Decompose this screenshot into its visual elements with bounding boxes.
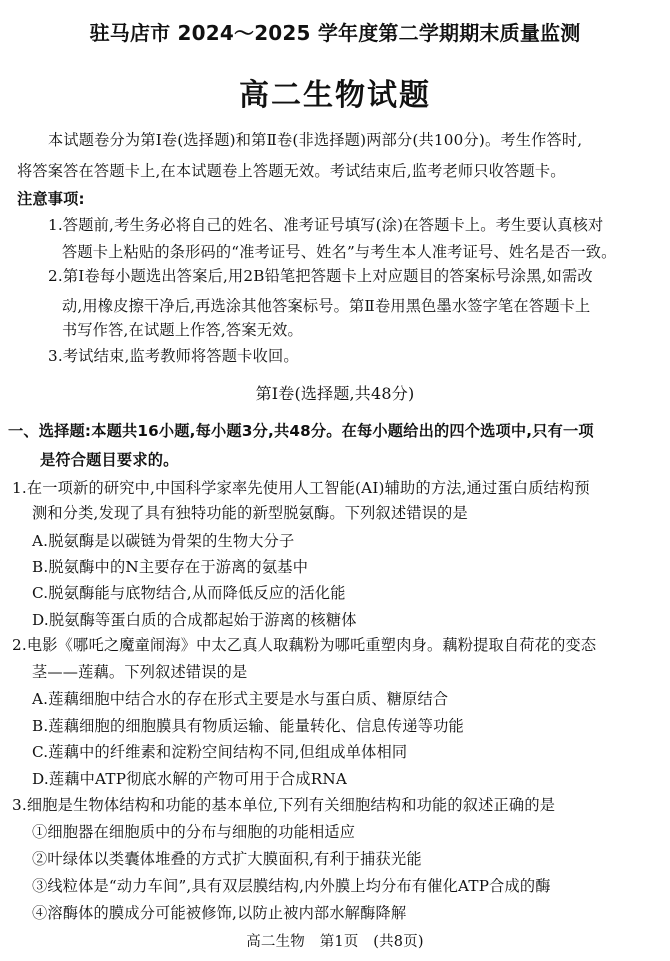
note-line: 2.第Ⅰ卷每小题选出答案后,用2B铅笔把答题卡上对应题目的答案标号涂黑,如需改 xyxy=(48,267,593,285)
exam-header: 驻马店市 2024～2025 学年度第二学期期末质量监测 xyxy=(89,21,581,45)
intro-line: 将答案答在答题卡上,在本试题卷上答题无效。考试结束后,监考老师只收答题卡。 xyxy=(17,162,566,180)
part-title: 第Ⅰ卷(选择题,共48分) xyxy=(255,384,415,403)
answer-option: D.脱氨酶等蛋白质的合成都起始于游离的核糖体 xyxy=(32,611,357,629)
note-line: 动,用橡皮擦干净后,再选涂其他答案标号。第Ⅱ卷用黑色墨水签字笔在答题卡上 xyxy=(62,297,591,315)
question-stem: 测和分类,发现了具有独特功能的新型脱氨酶。下列叙述错误的是 xyxy=(32,504,468,522)
answer-option: ①细胞器在细胞质中的分布与细胞的功能相适应 xyxy=(32,823,356,841)
section-heading: 一、选择题:本题共16小题,每小题3分,共48分。在每小题给出的四个选项中,只有一项 xyxy=(8,422,594,440)
note-line: 答题卡上粘贴的条形码的“准考证号、姓名”与考生本人准考证号、姓名是否一致。 xyxy=(62,243,617,261)
answer-option: C.莲藕中的纤维素和淀粉空间结构不同,但组成单体相同 xyxy=(32,743,408,761)
section-heading: 是符合题目要求的。 xyxy=(40,451,179,469)
answer-option: C.脱氨酶能与底物结合,从而降低反应的活化能 xyxy=(32,584,346,602)
question-stem: 2.电影《哪吒之魔童闹海》中太乙真人取藕粉为哪吒重塑肉身。藕粉提取自荷花的变态 xyxy=(12,636,597,654)
note-line: 3.考试结束,监考教师将答题卡收回。 xyxy=(48,347,299,365)
question-stem: 茎——莲藕。下列叙述错误的是 xyxy=(32,663,248,681)
answer-option: B.脱氨酶中的N主要存在于游离的氨基中 xyxy=(32,558,309,576)
answer-option: ②叶绿体以类囊体堆叠的方式扩大膜面积,有利于捕获光能 xyxy=(32,850,422,868)
page-title: 高二生物试题 xyxy=(239,78,431,113)
note-line: 1.答题前,考生务必将自己的姓名、准考证号填写(涂)在答题卡上。考生要认真核对 xyxy=(48,216,604,234)
answer-option: A.脱氨酶是以碳链为骨架的生物大分子 xyxy=(32,532,295,550)
note-line: 书写作答,在试题上作答,答案无效。 xyxy=(62,321,303,339)
question-stem: 1.在一项新的研究中,中国科学家率先使用人工智能(AI)辅助的方法,通过蛋白质结构预 xyxy=(12,479,590,497)
answer-option: ④溶酶体的膜成分可能被修饰,以防止被内部水解酶降解 xyxy=(32,904,407,922)
answer-option: D.莲藕中ATP彻底水解的产物可用于合成RNA xyxy=(32,770,348,788)
notes-heading: 注意事项: xyxy=(17,190,85,208)
question-stem: 3.细胞是生物体结构和功能的基本单位,下列有关细胞结构和功能的叙述正确的是 xyxy=(12,796,556,814)
answer-option: A.莲藕细胞中结合水的存在形式主要是水与蛋白质、糖原结合 xyxy=(32,690,449,708)
page-footer: 高二生物 第1页 (共8页) xyxy=(246,934,424,950)
intro-line: 本试题卷分为第Ⅰ卷(选择题)和第Ⅱ卷(非选择题)两部分(共100分)。考生作答时, xyxy=(48,131,583,149)
answer-option: ③线粒体是“动力车间”,具有双层膜结构,内外膜上均分布有催化ATP合成的酶 xyxy=(32,877,551,895)
answer-option: B.莲藕细胞的细胞膜具有物质运输、能量转化、信息传递等功能 xyxy=(32,717,464,735)
